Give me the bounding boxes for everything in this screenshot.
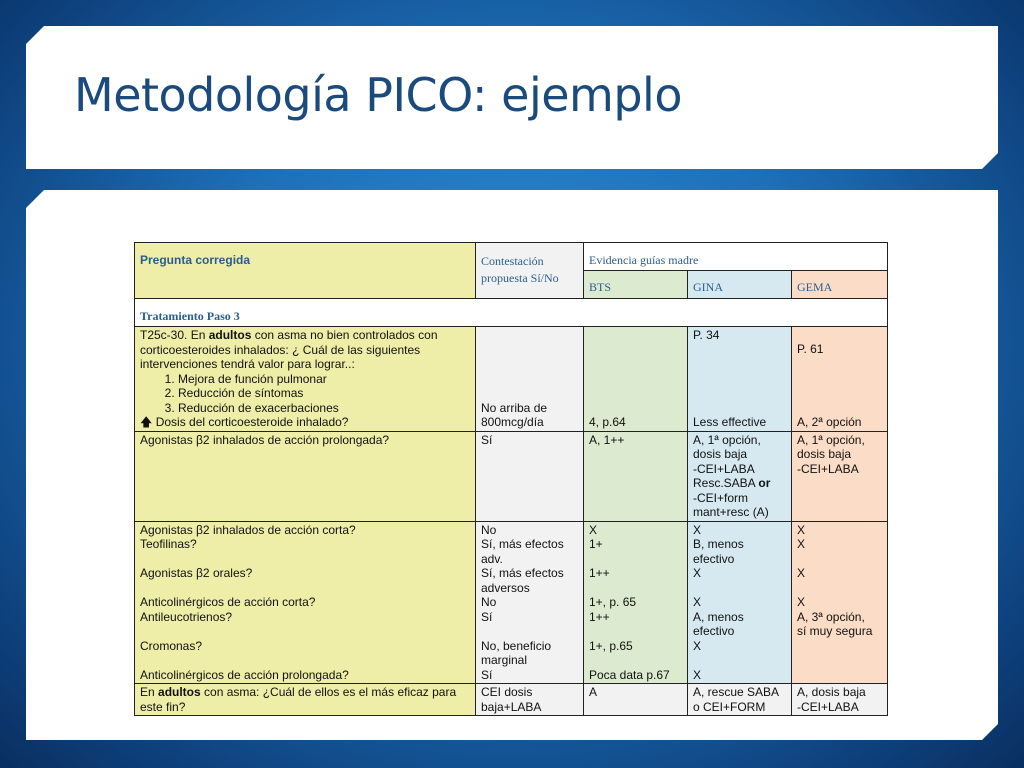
section-label: Tratamiento Paso 3 xyxy=(135,299,888,327)
row1-bts: 4, p.64 xyxy=(584,327,688,432)
row4-gema-line-1: A, dosis baja xyxy=(797,685,866,699)
row1-q-prefix: T25c-30. En xyxy=(140,328,209,342)
row3-bts-5 xyxy=(589,581,682,596)
row3-a-6: No xyxy=(481,595,497,609)
row3-gema-8: sí muy segura xyxy=(797,624,873,638)
row3-questions xyxy=(135,521,476,684)
row3-gema-3 xyxy=(797,552,882,567)
row4-gina-line-1: A, rescue SABA xyxy=(693,685,780,699)
row2-question: Agonistas β2 inhalados de acción prolongada? xyxy=(135,431,476,521)
row4-gina-line-2: o CEI+FORM xyxy=(693,699,766,714)
slide-title: Metodología PICO: ejemplo xyxy=(74,68,682,122)
row4-answer xyxy=(476,684,584,716)
row4-gema-line-2: -CEI+LABA xyxy=(797,699,859,714)
row3-gema-2: X xyxy=(797,537,806,551)
row3-gina-11: X xyxy=(693,667,702,682)
header-pregunta: Pregunta corregida xyxy=(135,243,476,299)
header-gema: GEMA xyxy=(792,271,888,299)
row3-a-10: marginal xyxy=(481,653,528,667)
header-contestacion: Contestación propuesta Sí/No xyxy=(476,243,584,299)
row2-gina-resc: Resc.SABA xyxy=(693,476,759,490)
row3-a-3: adv. xyxy=(481,551,503,566)
row2-gema-line-1: A, 1ª opción, xyxy=(797,432,865,447)
row4-q-prefix: En xyxy=(140,685,159,699)
row1-gema-bottom: A, 2ª opción xyxy=(797,415,862,429)
row2-bts: A, 1++ xyxy=(584,431,688,521)
row3-gema-5 xyxy=(797,581,882,596)
row3-q-2: Teofilinas? xyxy=(140,537,197,551)
row2-gina-line-5: -CEI+form xyxy=(693,490,749,505)
row3-a-4: Sí, más efectos xyxy=(481,566,564,580)
row3-gina-6: X xyxy=(693,595,702,609)
row3-bts-2: 1+ xyxy=(589,537,603,551)
row4-q-rest: con asma: ¿Cuál de ellos es el más eficaz para este fin? xyxy=(140,685,457,714)
row2-answer: Sí xyxy=(476,431,584,521)
row1-q-rest: con asma no bien controlados con corticoesteroides inhalados: ¿ Cuál de las siguientes intervenciones tendrá valor para lograr..: xyxy=(140,328,438,371)
row1-outcomes xyxy=(140,372,470,416)
header-gina: GINA xyxy=(688,271,792,299)
row3-gina-2: B, menos xyxy=(693,537,744,551)
row3-gina-7: A, menos xyxy=(693,609,744,624)
row3-gina-4: X xyxy=(693,566,702,580)
row3-q-9: Cromonas? xyxy=(140,638,203,653)
row3-bts xyxy=(584,521,688,684)
up-arrow-icon: 🡅 xyxy=(140,415,153,429)
row3-a-1: No xyxy=(481,522,497,537)
row3-q-7: Antileucotrienos? xyxy=(140,609,233,624)
row3-q-10 xyxy=(140,653,470,668)
row4-gema xyxy=(792,684,888,716)
row3-bts-4: 1++ xyxy=(589,566,610,580)
row3-a-2: Sí, más efectos xyxy=(481,537,564,551)
row1-answer-line-2: 800mcg/día xyxy=(481,415,544,429)
row3-q-1: Agonistas β2 inhalados de acción corta? xyxy=(140,522,356,537)
row3-bts-7: 1++ xyxy=(589,609,610,624)
row3-q-3 xyxy=(140,552,470,567)
row1-outcome-1: 1. Mejora de función pulmonar xyxy=(178,372,470,387)
row3-gina-8: efectivo xyxy=(693,624,735,638)
row2-gema xyxy=(792,431,888,521)
row2-gina-line-6: mant+resc (A) xyxy=(693,505,769,519)
row3-bts-10 xyxy=(589,653,682,668)
row1-answer xyxy=(476,327,584,432)
row3-q-5 xyxy=(140,581,470,596)
row1-gina-top: P. 34 xyxy=(693,328,720,342)
row3-q-8 xyxy=(140,624,470,639)
row3-gema xyxy=(792,521,888,684)
row1-gema-top: P. 61 xyxy=(797,342,824,356)
row2-gina-line-4 xyxy=(693,476,786,491)
row2-gema-line-2: dosis baja xyxy=(797,447,852,461)
row2-gina-line-1: A, 1ª opción, xyxy=(693,432,761,447)
row3-gina-3: efectivo xyxy=(693,551,735,566)
header-evidencia: Evidencia guías madre xyxy=(584,243,888,271)
row4-bts: A xyxy=(584,684,688,716)
row3-gina-1: X xyxy=(693,522,702,537)
row3-gema-7: A, 3ª opción, xyxy=(797,609,865,624)
row3-bts-1: X xyxy=(589,522,598,537)
row3-bts-11: Poca data p.67 xyxy=(589,667,670,682)
row2-gina xyxy=(688,431,792,521)
row1-outcome-3: 3. Reducción de exacerbaciones xyxy=(178,401,470,416)
row3-gema-4: X xyxy=(797,566,806,580)
row4-answer-line-1: CEI dosis xyxy=(481,685,533,699)
row3-bts-9: 1+, p.65 xyxy=(589,638,633,653)
row3-a-7: Sí xyxy=(481,609,493,624)
row1-gina xyxy=(688,327,792,432)
row2-gina-line-3: -CEI+LABA xyxy=(693,461,755,476)
row3-a-9: No, beneficio xyxy=(481,638,552,653)
row3-gina-9: X xyxy=(693,638,702,653)
row3-gema-6: X xyxy=(797,595,806,609)
row3-bts-6: 1+, p. 65 xyxy=(589,595,637,609)
row2-gina-line-2: dosis baja xyxy=(693,447,748,461)
row2-gina-or: or xyxy=(758,476,771,490)
row1-q-bold: adultos xyxy=(208,328,252,342)
pico-table xyxy=(134,242,888,716)
row3-bts-3 xyxy=(589,552,682,567)
row1-outcome-2: 2. Reducción de síntomas xyxy=(178,386,470,401)
row3-q-11: Anticolinérgicos de acción prolongada? xyxy=(140,667,349,682)
row3-a-8 xyxy=(481,624,578,639)
row4-q-bold: adultos xyxy=(158,685,201,699)
row1-gema xyxy=(792,327,888,432)
row3-bts-8 xyxy=(589,624,682,639)
row1-question xyxy=(135,327,476,432)
row2-gema-line-3: -CEI+LABA xyxy=(797,461,859,476)
row1-gina-bottom: Less effective xyxy=(693,415,767,429)
row3-gina-10 xyxy=(693,653,786,668)
row4-gina xyxy=(688,684,792,716)
row3-answers xyxy=(476,521,584,684)
row3-q-6: Anticolinérgicos de acción corta? xyxy=(140,595,316,609)
row3-a-11: Sí xyxy=(481,667,493,682)
row3-a-5: adversos xyxy=(481,580,530,595)
row3-gema-1: X xyxy=(797,522,806,537)
header-bts: BTS xyxy=(584,271,688,299)
row1-answer-line-1: No arriba de xyxy=(481,400,548,415)
row3-gina-5 xyxy=(693,581,786,596)
row3-q-4: Agonistas β2 orales? xyxy=(140,566,253,580)
row3-gina xyxy=(688,521,792,684)
row4-question xyxy=(135,684,476,716)
row1-dosis: Dosis del corticoesteroide inhalado? xyxy=(155,415,349,429)
row4-answer-line-2: baja+LABA xyxy=(481,699,542,714)
